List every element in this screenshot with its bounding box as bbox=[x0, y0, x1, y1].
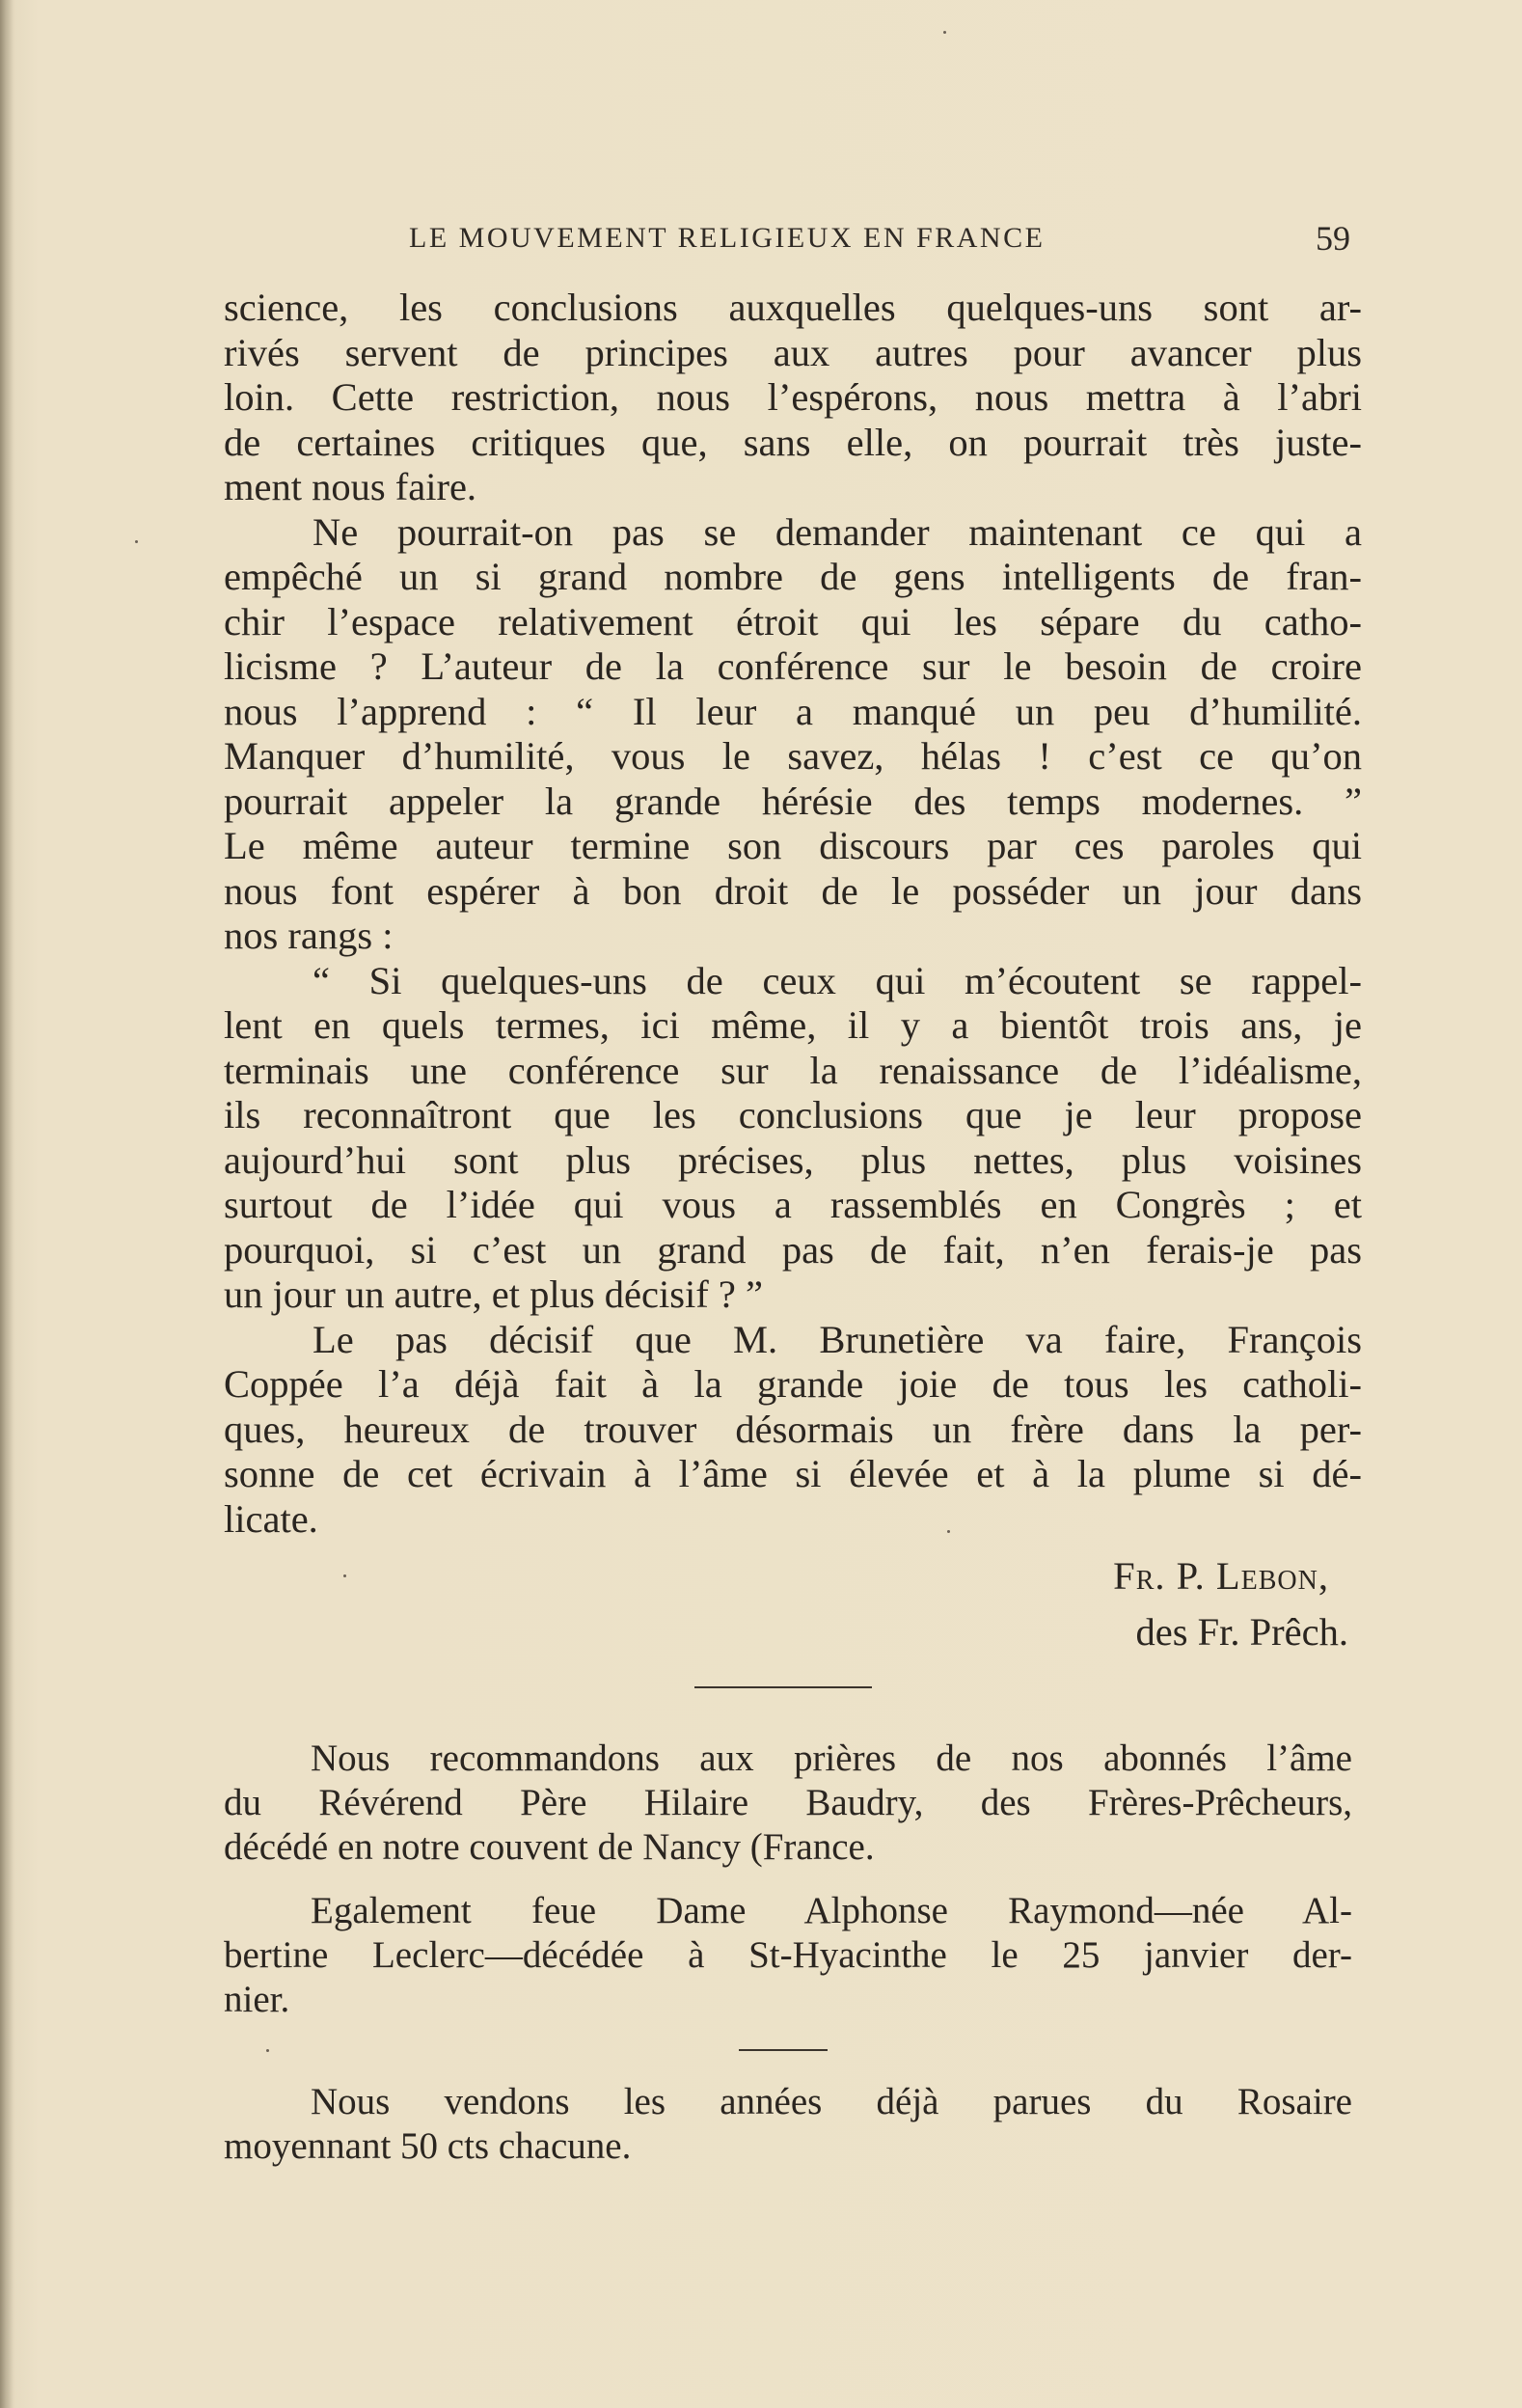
text-line: pourquoi, si c’est un grand pas de fait, n’en ferais-je pas bbox=[224, 1227, 1362, 1272]
paper-speck bbox=[343, 1574, 346, 1577]
text-line: Nous recommandons aux prières de nos abonnés l’âme bbox=[311, 1738, 1352, 1779]
text-line: Nous vendons les années déjà parues du Rosaire bbox=[311, 2081, 1352, 2122]
section-divider bbox=[739, 2049, 828, 2051]
text-line: licisme ? L’auteur de la conférence sur le besoin de croire bbox=[224, 644, 1362, 688]
prayer-notice bbox=[224, 1737, 1352, 1870]
text-line: rivés servent de principes aux autres pour avancer plus bbox=[224, 330, 1362, 374]
text-line: pourrait appeler la grande hérésie des temps modernes. ” bbox=[224, 779, 1362, 823]
text-line: licate. bbox=[224, 1496, 318, 1541]
text-line: loin. Cette restriction, nous l’espérons, nous mettra à l’abri bbox=[224, 375, 1362, 419]
text-line: Le même auteur termine son discours par ces paroles qui bbox=[224, 824, 1362, 867]
running-title: LE MOUVEMENT RELIGIEUX EN FRANCE bbox=[409, 222, 1046, 254]
text-line: Egalement feue Dame Alphonse Raymond—née Al- bbox=[311, 1890, 1352, 1931]
text-line: de certaines critiques que, sans elle, on pourrait très juste- bbox=[224, 420, 1362, 464]
text-line: science, les conclusions auxquelles quelques-uns sont ar- bbox=[224, 286, 1362, 329]
paper-speck bbox=[135, 540, 138, 543]
text-line: Manquer d’humilité, vous le savez, hélas ! c’est ce qu’on bbox=[224, 734, 1362, 778]
text-line: lent en quels termes, ici même, il y a bientôt trois ans, je bbox=[224, 1003, 1362, 1047]
text-line: ment nous faire. bbox=[224, 465, 477, 508]
text-line: un jour un autre, et plus décisif ? ” bbox=[224, 1272, 763, 1316]
text-line: moyennant 50 cts chacune. bbox=[224, 2125, 632, 2167]
signature-name: Fr. P. Lebon, bbox=[1113, 1554, 1329, 1598]
text-line: nier. bbox=[224, 1979, 290, 2020]
binding-gutter bbox=[0, 0, 14, 2408]
text-line: empêché un si grand nombre de gens intelligents de fran- bbox=[224, 555, 1362, 598]
text-line: Le pas décisif que M. Brunetière va faire, François bbox=[313, 1317, 1362, 1361]
text-line: chir l’espace relativement étroit qui les sépare du catho- bbox=[224, 599, 1362, 643]
text-line: aujourd’hui sont plus précises, plus nettes, plus voisines bbox=[224, 1137, 1362, 1182]
text-line: du Révérend Père Hilaire Baudry, des Frères-Prêcheurs, bbox=[224, 1782, 1352, 1823]
section-divider bbox=[694, 1686, 872, 1688]
paper-speck bbox=[943, 31, 946, 34]
paper-speck bbox=[947, 1530, 950, 1533]
text-line: Coppée l’a déjà fait à la grande joie de tous les catholi- bbox=[224, 1362, 1362, 1406]
text-line: Ne pourrait-on pas se demander maintenant ce qui a bbox=[313, 509, 1362, 554]
text-line: nous font espérer à bon droit de le posséder un jour dans bbox=[224, 868, 1362, 913]
paper-speck bbox=[266, 2049, 269, 2052]
text-line: décédé en notre couvent de Nancy (France. bbox=[224, 1826, 875, 1868]
text-line: ques, heureux de trouver désormais un frère dans la per- bbox=[224, 1407, 1362, 1451]
article-body bbox=[224, 286, 1362, 1542]
page-number: 59 bbox=[1316, 219, 1350, 258]
second-notice bbox=[224, 1889, 1352, 2022]
text-line: “ Si quelques-uns de ceux qui m’écoutent se rappel- bbox=[313, 958, 1362, 1002]
running-head bbox=[224, 218, 1362, 257]
text-line: sonne de cet écrivain à l’âme si élevée et à la plume si dé- bbox=[224, 1452, 1362, 1495]
signature-order: des Fr. Prêch. bbox=[1135, 1610, 1348, 1654]
sale-notice bbox=[224, 2080, 1352, 2169]
text-line: bertine Leclerc—décédée à St-Hyacinthe le 25 janvier der- bbox=[224, 1934, 1352, 1976]
text-line: nos rangs : bbox=[224, 914, 394, 957]
text-line: nous l’apprend : “ Il leur a manqué un peu d’humilité. bbox=[224, 689, 1362, 733]
text-line: surtout de l’idée qui vous a rassemblés en Congrès ; et bbox=[224, 1183, 1362, 1226]
text-line: terminais une conférence sur la renaissance de l’idéalisme, bbox=[224, 1048, 1362, 1092]
text-line: ils reconnaîtront que les conclusions que je leur propose bbox=[224, 1093, 1362, 1136]
